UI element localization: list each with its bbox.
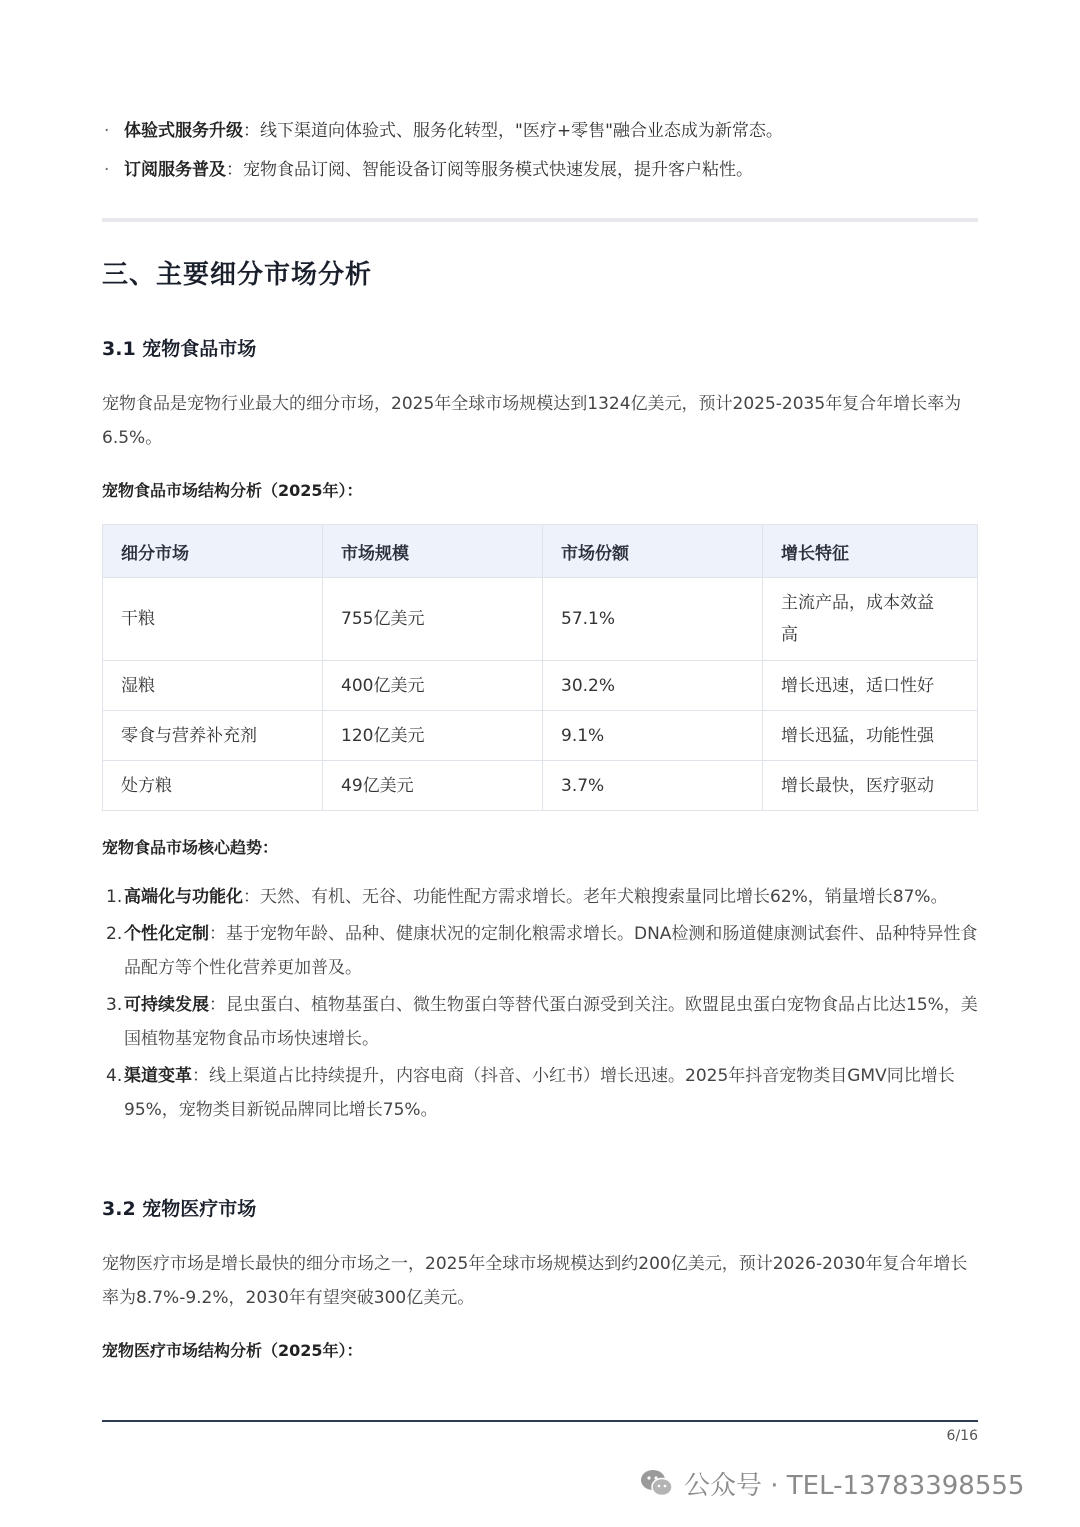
- table-cell: 处方粮: [103, 761, 323, 811]
- bullet-dot: ·: [104, 121, 110, 141]
- bullet-item: [104, 117, 783, 145]
- list-item: [102, 880, 978, 914]
- table-cell: 400亿美元: [323, 661, 543, 711]
- table-cell: 49亿美元: [323, 761, 543, 811]
- bullet-label: 订阅服务普及: [124, 160, 226, 180]
- list-item-text: ：昆虫蛋白、植物基蛋白、微生物蛋白等替代蛋白源受到关注。欧盟昆虫蛋白宠物食品占比达15%，美国植物基宠物食品市场快速增长。: [124, 995, 978, 1049]
- table-cell: 3.7%: [543, 761, 763, 811]
- list-item-label: 个性化定制: [124, 924, 209, 944]
- list-number: 4.: [106, 1066, 123, 1086]
- table-row: [103, 711, 978, 761]
- table-row: [103, 761, 978, 811]
- bullet-label: 体验式服务升级: [124, 121, 243, 141]
- bullet-text: 线下渠道向体验式、服务化转型，"医疗+零售"融合业态成为新常态。: [260, 121, 783, 141]
- table-header-row: [103, 525, 978, 578]
- table-cell: 9.1%: [543, 711, 763, 761]
- wechat-icon: [640, 1468, 674, 1498]
- list-number: 3.: [106, 995, 123, 1015]
- food-market-intro: 宠物食品是宠物行业最大的细分市场，2025年全球市场规模达到1324亿美元，预计2025-2035年复合年增长率为6.5%。: [102, 394, 962, 448]
- watermark: [640, 1463, 1024, 1503]
- table-header-cell: 增长特征: [763, 525, 978, 578]
- table-cell: 增长迅速，适口性好: [763, 661, 978, 711]
- table-cell: 755亿美元: [323, 578, 543, 661]
- list-number: 1.: [106, 887, 123, 907]
- table-cell: 30.2%: [543, 661, 763, 711]
- list-item: [102, 988, 978, 1056]
- bullet-separator: ：: [226, 160, 243, 180]
- list-item-label: 渠道变革: [124, 1066, 192, 1086]
- list-item-text: ：线上渠道占比持续提升，内容电商（抖音、小红书）增长迅速。2025年抖音宠物类目GMV同比增长95%，宠物类目新锐品牌同比增长75%。: [124, 1066, 955, 1120]
- footer-divider: [102, 1420, 978, 1422]
- medical-market-title: 3.2 宠物医疗市场: [102, 1198, 257, 1220]
- list-number: 2.: [106, 924, 123, 944]
- food-trends-list: [102, 880, 978, 1130]
- list-item-label: 可持续发展: [124, 995, 209, 1015]
- table-row: [103, 578, 978, 661]
- watermark-text: 公众号 · TEL-13783398555: [684, 1470, 1025, 1501]
- section-title: 三、主要细分市场分析: [102, 260, 373, 290]
- table-header-cell: 市场份额: [543, 525, 763, 578]
- medical-table-caption: 宠物医疗市场结构分析（2025年）：: [102, 1341, 363, 1360]
- page-number: 6/16: [946, 1428, 978, 1444]
- bullet-dot: ·: [104, 160, 110, 180]
- section-divider: [102, 218, 978, 222]
- medical-market-intro: 宠物医疗市场是增长最快的细分市场之一，2025年全球市场规模达到约200亿美元，预计2026-2030年复合年增长率为8.7%-9.2%，2030年有望突破300亿美元。: [102, 1254, 968, 1308]
- table-cell: 主流产品，成本效益高: [763, 578, 978, 661]
- food-market-title: 3.1 宠物食品市场: [102, 338, 257, 360]
- table-cell: 增长最快，医疗驱动: [763, 761, 978, 811]
- table-cell: 57.1%: [543, 578, 763, 661]
- food-table-caption: 宠物食品市场结构分析（2025年）：: [102, 481, 363, 500]
- table-row: [103, 661, 978, 711]
- table-cell: 干粮: [103, 578, 323, 661]
- table-cell: 零食与营养补充剂: [103, 711, 323, 761]
- bullet-item: [104, 156, 753, 184]
- bullet-separator: ：: [243, 121, 260, 141]
- table-cell: 120亿美元: [323, 711, 543, 761]
- food-market-table: [102, 524, 978, 811]
- table-cell: 增长迅猛，功能性强: [763, 711, 978, 761]
- table-cell: 湿粮: [103, 661, 323, 711]
- list-item: [102, 1059, 978, 1127]
- list-item-text: ：天然、有机、无谷、功能性配方需求增长。老年犬粮搜索量同比增长62%，销量增长87%。: [243, 887, 948, 907]
- bullet-text: 宠物食品订阅、智能设备订阅等服务模式快速发展，提升客户粘性。: [243, 160, 753, 180]
- list-item: [102, 917, 978, 985]
- list-item-label: 高端化与功能化: [124, 887, 243, 907]
- food-trends-caption: 宠物食品市场核心趋势：: [102, 838, 279, 857]
- table-header-cell: 细分市场: [103, 525, 323, 578]
- table-header-cell: 市场规模: [323, 525, 543, 578]
- list-item-text: ：基于宠物年龄、品种、健康状况的定制化粮需求增长。DNA检测和肠道健康测试套件、品种特异性食品配方等个性化营养更加普及。: [124, 924, 978, 978]
